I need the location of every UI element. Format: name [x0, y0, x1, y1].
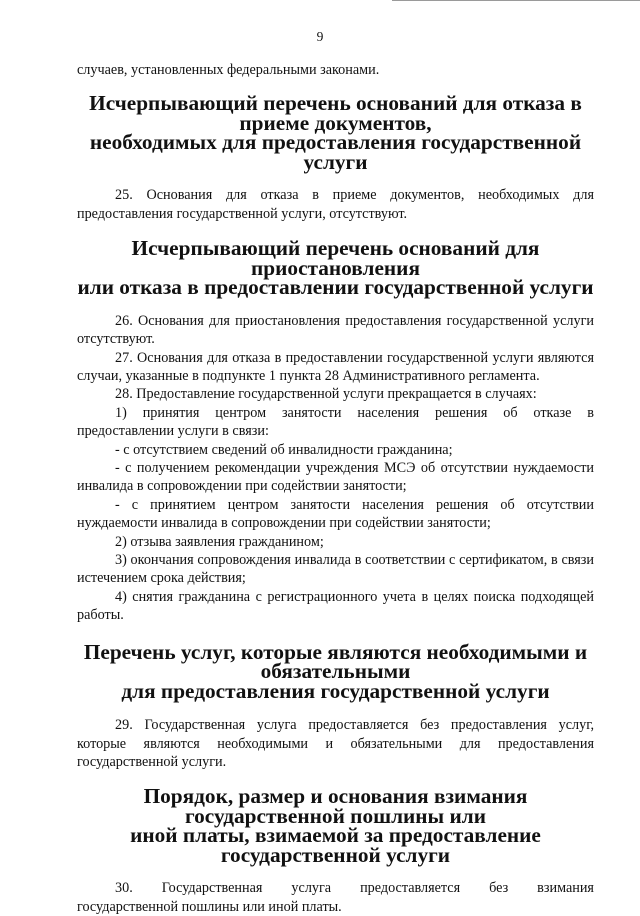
- section-heading-suspension: [77, 236, 594, 300]
- heading-line: Исчерпывающий перечень оснований для приостановления: [131, 236, 540, 280]
- heading-line: Порядок, размер и основания взимания государственной пошлины или: [143, 784, 528, 828]
- paragraph-30-word: 30.: [115, 880, 133, 897]
- paragraph-25: 25. Основания для отказа в приеме документов, необходимых для предоставления государственной услуги, отсутствуют.: [77, 187, 594, 222]
- heading-line: для предоставления государственной услуги: [121, 678, 550, 703]
- dash-item-2: - с получением рекомендации учреждения МСЭ об отсутствии нуждаемости инвалида в сопровождении при содействии занятости;: [77, 459, 594, 495]
- top-rule: [392, 0, 640, 1]
- dash-item-3: - с принятием центром занятости населения решения об отсутствии нуждаемости инвалида в сопровождении при содействии занятости;: [77, 496, 594, 532]
- list-item-3: 3) окончания сопровождения инвалида в соответствии с сертификатом, в связи истечением срока действия;: [77, 552, 594, 587]
- paragraph-26: 26. Основания для приостановления предоставления государственной услуги отсутствуют.: [77, 312, 594, 348]
- list-item-4: 4) снятия гражданина с регистрационного учета в целях поиска подходящей работы.: [77, 588, 594, 624]
- list-item-1: 1) принятия центром занятости населения решения об отказе в предоставлении услуги в связи:: [77, 404, 594, 440]
- section-heading-required-services: [77, 639, 594, 703]
- list-item-2: 2) отзыва заявления гражданином;: [115, 533, 324, 550]
- section-heading-refusal-documents: [77, 91, 594, 174]
- paragraph-29: 29. Государственная услуга предоставляется без предоставления услуг, которые являются необходимыми и обязательными для предоставления государственной услуги.: [77, 717, 594, 770]
- intro-paragraph: случаев, установленных федеральными законами.: [77, 62, 380, 78]
- paragraph-30: [77, 879, 594, 916]
- heading-line: необходимых для предоставления государственной услуги: [89, 130, 582, 174]
- paragraph-30-second-line: государственной пошлины или иной платы.: [77, 898, 342, 915]
- page-number: 9: [316, 29, 324, 44]
- heading-line: или отказа в предоставлении государственной услуги: [77, 275, 594, 300]
- dash-item-1: - с отсутствием сведений об инвалидности гражданина;: [115, 441, 453, 458]
- paragraph-30-word: Государственная: [161, 880, 263, 897]
- paragraph-30-word: без: [489, 880, 509, 897]
- section-heading-state-fee: [77, 784, 594, 867]
- paragraph-30-word: предоставляется: [360, 880, 461, 897]
- paragraph-30-first-line: [77, 879, 594, 897]
- paragraph-30-word: взимания: [537, 880, 594, 897]
- heading-line: Перечень услуг, которые являются необходимыми и обязательными: [83, 639, 588, 684]
- paragraph-28: 28. Предоставление государственной услуги прекращается в случаях:: [115, 386, 537, 403]
- paragraph-27: 27. Основания для отказа в предоставлении государственной услуги являются случаи, указанные в подпункте 1 пункта 28 Административного регламента.: [77, 349, 594, 384]
- document-body: [77, 61, 594, 916]
- heading-line: Исчерпывающий перечень оснований для отказа в приеме документов,: [89, 91, 582, 135]
- paragraph-30-word: услуга: [291, 880, 332, 897]
- heading-line: иной платы, взимаемой за предоставление государственной услуги: [130, 823, 541, 867]
